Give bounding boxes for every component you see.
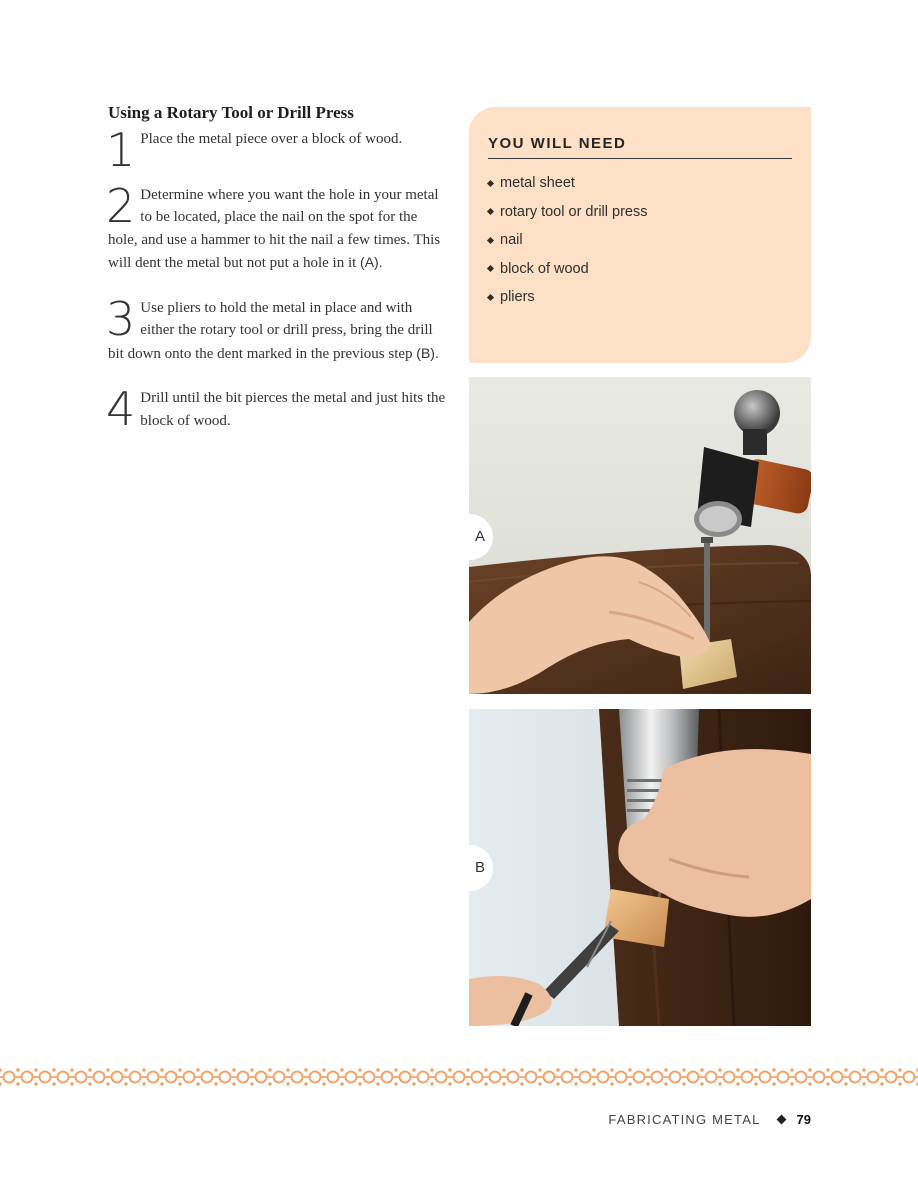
photo-a-hammer-nail: [469, 377, 811, 694]
bullet-icon: [487, 237, 494, 244]
needs-item: pliers: [488, 283, 792, 312]
needs-list: [488, 169, 792, 312]
photo-reference: (B).: [416, 344, 439, 361]
photo-b-image: [469, 709, 811, 1026]
needs-item: nail: [488, 226, 792, 255]
photo-label-b: B: [469, 845, 493, 891]
step-text: Drill until the bit pierces the metal and just hits the block of wood.: [140, 390, 446, 429]
needs-item: rotary tool or drill press: [488, 198, 792, 227]
step-3: [106, 291, 450, 366]
step-number: 4: [106, 382, 136, 436]
chain-divider: [0, 1067, 918, 1087]
photo-b-drill-pliers: [469, 709, 811, 1026]
step-1: [106, 123, 450, 177]
photo-a-image: [469, 377, 811, 694]
bullet-icon: [487, 180, 494, 187]
step-2: [106, 178, 450, 275]
page-footer: [608, 1112, 811, 1127]
footer-section-title: FABRICATING METAL: [608, 1112, 761, 1127]
bullet-icon: [487, 208, 494, 215]
photo-label-a: A: [469, 514, 493, 560]
step-4: [106, 382, 450, 436]
instructions-column: [106, 102, 450, 436]
bullet-icon: [487, 294, 494, 301]
step-text: Use pliers to hold the metal in place and with either the rotary tool or drill press, bring the drill bit down onto the dent marked in the previous step: [108, 299, 433, 362]
diamond-icon: [776, 1115, 786, 1125]
needs-item: block of wood: [488, 255, 792, 284]
step-number: 1: [106, 123, 136, 177]
step-text: Determine where you want the hole in your metal to be located, place the nail on the spot for the hole, and use a hammer to hit the nail a few times. This will dent the metal but not put a hole in it: [108, 186, 441, 271]
needs-item: metal sheet: [488, 169, 792, 198]
photo-reference: (A).: [360, 254, 383, 270]
page-number: 79: [796, 1112, 811, 1127]
step-text: Place the metal piece over a block of wood.: [140, 131, 403, 147]
bullet-icon: [487, 265, 494, 272]
needs-title: YOU WILL NEED: [488, 135, 792, 159]
step-number: 2: [106, 178, 136, 233]
step-number: 3: [106, 291, 136, 346]
section-heading: Using a Rotary Tool or Drill Press: [108, 103, 354, 122]
you-will-need-box: [469, 107, 811, 363]
